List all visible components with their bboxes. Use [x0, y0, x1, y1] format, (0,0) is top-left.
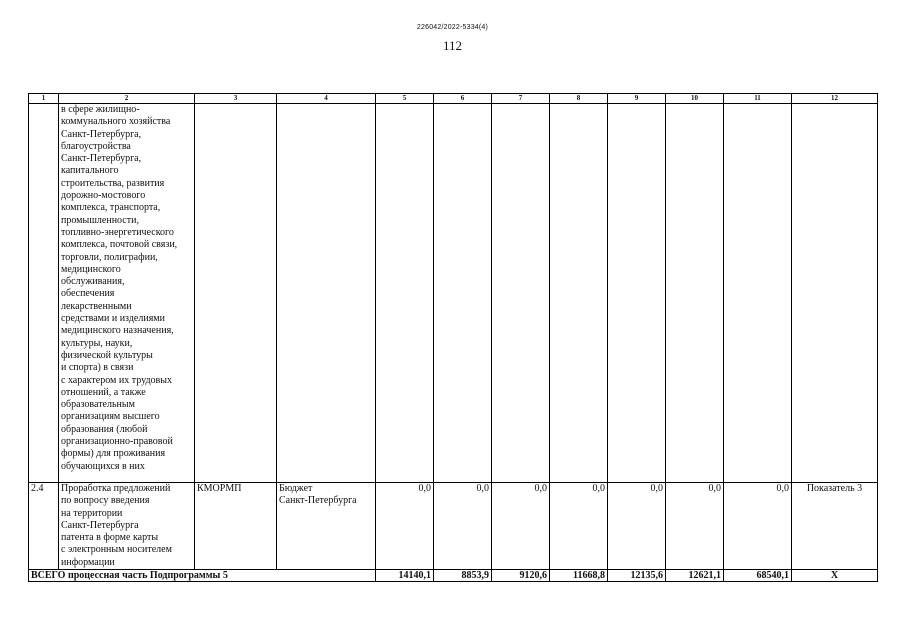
- row-number: 2.4: [29, 483, 59, 570]
- column-number: 7: [492, 94, 550, 104]
- column-number: 3: [195, 94, 277, 104]
- cell-empty: [666, 104, 724, 483]
- total-amount: 14140,1: [376, 570, 434, 582]
- column-number: 2: [59, 94, 195, 104]
- amount-cell: 0,0: [376, 483, 434, 570]
- activity-name: Проработка предложений по вопросу введения на территории Санкт-Петербурга патента в форме карты с электронным носителем информации: [59, 483, 195, 570]
- amount-cell: 0,0: [724, 483, 792, 570]
- cell-empty: [724, 104, 792, 483]
- cell-empty: [434, 104, 492, 483]
- total-amount: 12135,6: [608, 570, 666, 582]
- column-number: 9: [608, 94, 666, 104]
- column-number: 8: [550, 94, 608, 104]
- column-number: 11: [724, 94, 792, 104]
- total-label: ВСЕГО процессная часть Подпрограммы 5: [29, 570, 376, 582]
- continuation-row: [29, 104, 878, 483]
- indicator-cell: Показатель 3: [792, 483, 878, 570]
- cell-empty: [376, 104, 434, 483]
- amount-cell: 0,0: [492, 483, 550, 570]
- total-amount: 8853,9: [434, 570, 492, 582]
- continued-activity-text: в сфере жилищно- коммунального хозяйства Санкт-Петербурга, благоустройства Санкт-Петербурга, капитального строительства, развития дорожно-мостового комплекса, транспорта, промышленности, топливно-энергетического комплекса, почтовой связи, торговли, полиграфии, медицинского обслуживания, обеспечения лекарственными средствами и изделиями медицинского назначения, культуры, науки, физической культуры и спорта) в связи с характером их трудовых отношений, а также образовательным организациям высшего образования (любой организационно-правовой формы) для проживания обучающихся в них: [59, 104, 195, 483]
- row-2-4: [29, 483, 878, 570]
- cell-empty: [195, 104, 277, 483]
- cell-empty: [550, 104, 608, 483]
- amount-cell: 0,0: [608, 483, 666, 570]
- column-number: 12: [792, 94, 878, 104]
- page-number: 112: [442, 38, 463, 53]
- cell-empty: [492, 104, 550, 483]
- total-amount: 68540,1: [724, 570, 792, 582]
- column-number: 10: [666, 94, 724, 104]
- cell-empty: [277, 104, 376, 483]
- amount-cell: 0,0: [550, 483, 608, 570]
- total-mark: X: [792, 570, 878, 582]
- amount-cell: 0,0: [434, 483, 492, 570]
- cell-empty: [608, 104, 666, 483]
- executor: КМОРМП: [195, 483, 277, 570]
- column-number: 5: [376, 94, 434, 104]
- total-amount: 11668,8: [550, 570, 608, 582]
- column-number-row: [29, 94, 878, 104]
- document-stamp: 226042/2022-5334(4): [416, 24, 489, 31]
- column-number: 4: [277, 94, 376, 104]
- column-number: 6: [434, 94, 492, 104]
- cell-empty: [792, 104, 878, 483]
- total-amount: 9120,6: [492, 570, 550, 582]
- column-number: 1: [29, 94, 59, 104]
- program-table: [28, 93, 878, 582]
- cell-empty: [29, 104, 59, 483]
- amount-cell: 0,0: [666, 483, 724, 570]
- total-row: [29, 570, 878, 582]
- total-amount: 12621,1: [666, 570, 724, 582]
- funding-source: Бюджет Санкт-Петербурга: [277, 483, 376, 570]
